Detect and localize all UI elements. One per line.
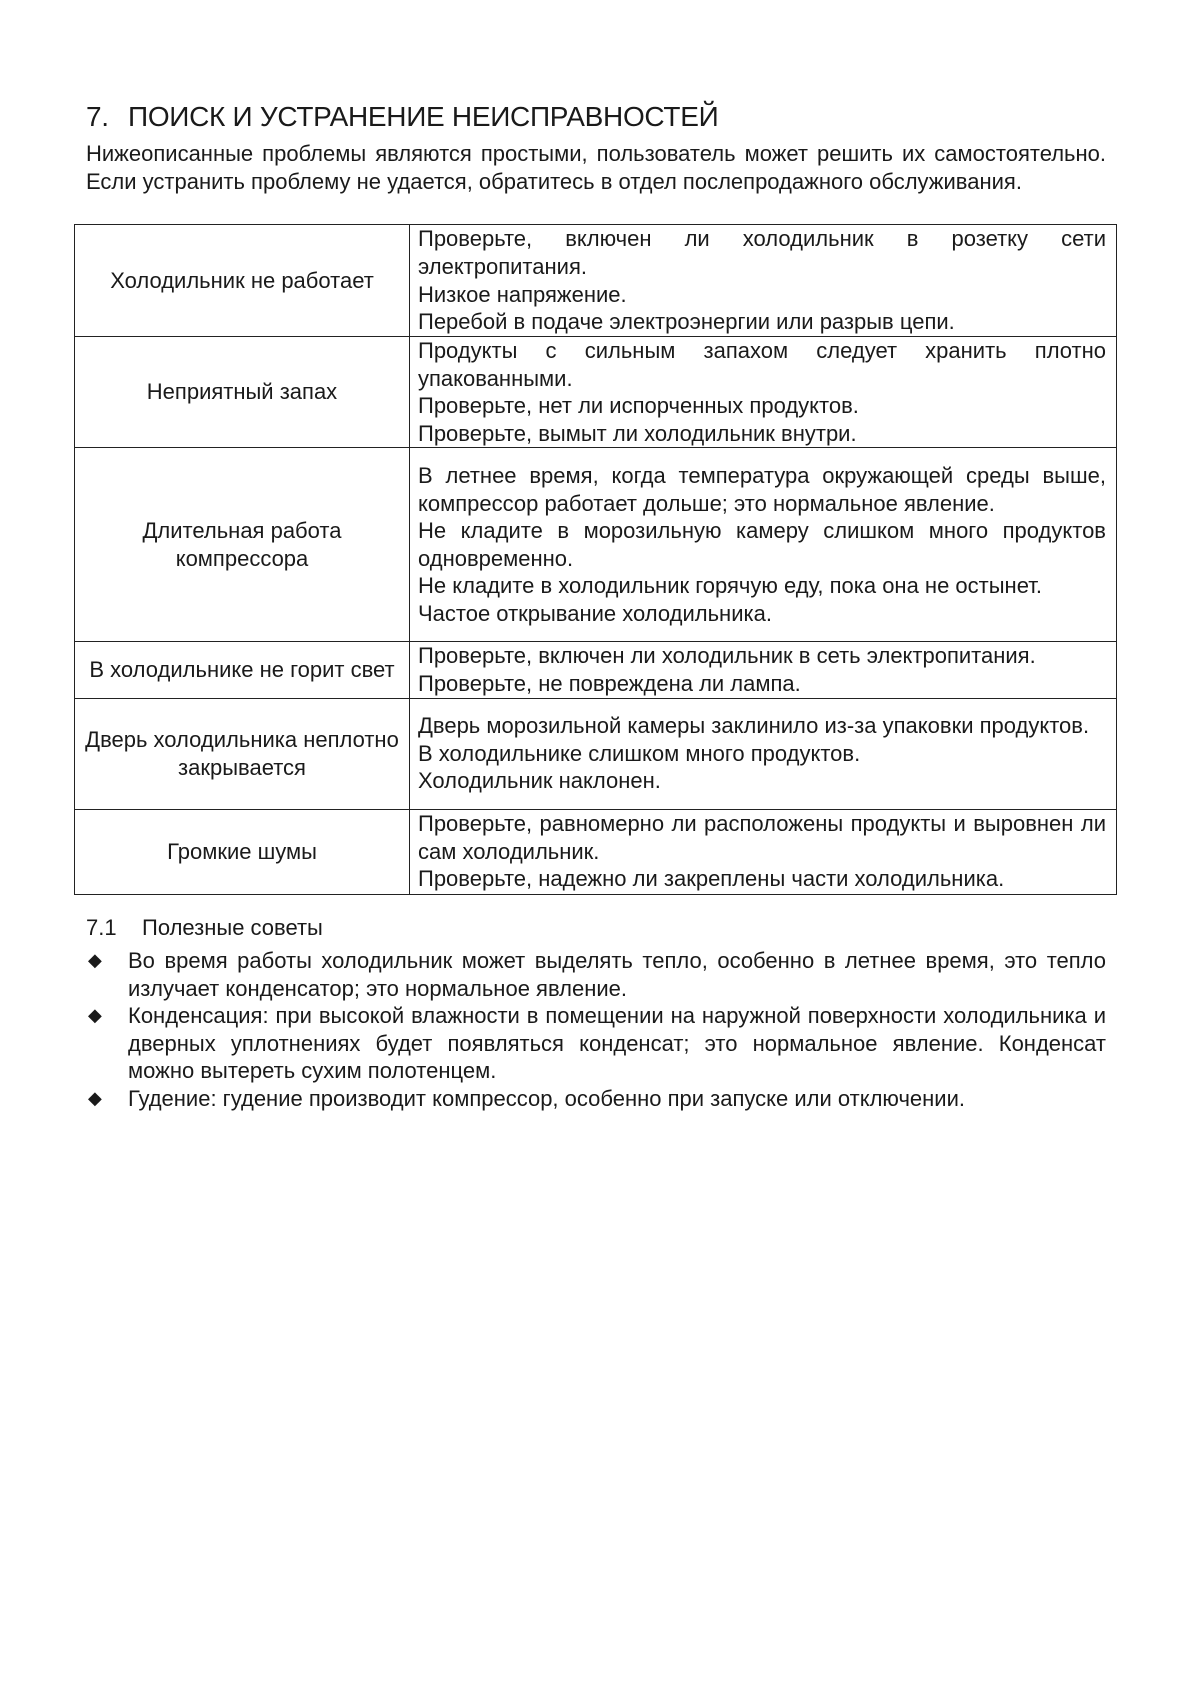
- list-item: [86, 1085, 1106, 1113]
- solution-cell: [410, 337, 1117, 448]
- diamond-bullet-icon: ◆: [88, 1005, 102, 1026]
- problem-cell: Неприятный запах: [75, 337, 410, 448]
- diamond-bullet-icon: ◆: [88, 1087, 102, 1108]
- solution-line: Проверьте, включен ли холодильник в розетку сети электропитания.: [418, 226, 1106, 279]
- solution-line: Продукты с сильным запахом следует хранить плотно упакованными.: [418, 338, 1106, 391]
- solution-line: Проверьте, нет ли испорченных продуктов.: [418, 393, 859, 419]
- subsection-heading: [86, 914, 323, 942]
- problem-cell: Длительная работа компрессора: [75, 448, 410, 642]
- tip-text: Во время работы холодильник может выделять тепло, особенно в летнее время, это тепло излучает конденсатор; это нормальное явление.: [128, 948, 1106, 1001]
- solution-line: Не кладите в морозильную камеру слишком много продуктов одновременно.: [418, 518, 1106, 571]
- solution-line: Проверьте, включен ли холодильник в сеть электропитания.: [418, 643, 1036, 669]
- solution-line: Низкое напряжение.: [418, 281, 627, 307]
- subsection-number: 7.1: [86, 915, 117, 940]
- list-item: [86, 1002, 1106, 1085]
- solution-line: Проверьте, вымыт ли холодильник внутри.: [418, 420, 857, 446]
- solution-line: Проверьте, не повреждена ли лампа.: [418, 670, 801, 696]
- problem-cell: В холодильнике не горит свет: [75, 642, 410, 698]
- table-row: [75, 225, 1117, 337]
- intro-paragraph: Нижеописанные проблемы являются простыми, пользователь может решить их самостоятельно. Если устранить проблему не удается, обратитесь в отдел послепродажного обслуживания.: [86, 141, 1106, 194]
- section-heading: [86, 100, 718, 134]
- solution-line: В летнее время, когда температура окружающей среды выше, компрессор работает дольше; это нормальное явление.: [418, 463, 1106, 516]
- problem-cell: Дверь холодильника неплотно закрывается: [75, 698, 410, 809]
- solution-line: Проверьте, равномерно ли расположены продукты и выровнен ли сам холодильник.: [418, 811, 1106, 864]
- solution-line: В холодильнике слишком много продуктов.: [418, 740, 861, 766]
- section-number: 7.: [86, 101, 109, 132]
- problem-cell: Громкие шумы: [75, 809, 410, 894]
- solution-line: Холодильник наклонен.: [418, 768, 661, 794]
- tip-text: Гудение: гудение производит компрессор, особенно при запуске или отключении.: [128, 1085, 965, 1111]
- solution-line: Не кладите в холодильник горячую еду, пока она не остынет.: [418, 573, 1042, 599]
- solution-line: Дверь морозильной камеры заклинило из-за упаковки продуктов.: [418, 713, 1090, 739]
- solution-line: Проверьте, надежно ли закреплены части холодильника.: [418, 866, 1005, 892]
- table-row: [75, 642, 1117, 698]
- subsection-title: Полезные советы: [142, 915, 323, 940]
- troubleshooting-table: [74, 224, 1117, 895]
- table-row: [75, 698, 1117, 809]
- list-item: [86, 947, 1106, 1002]
- table-row: [75, 337, 1117, 448]
- table-row: [75, 809, 1117, 894]
- solution-cell: [410, 809, 1117, 894]
- tips-list: [86, 947, 1106, 1113]
- solution-line: Частое открывание холодильника.: [418, 601, 772, 627]
- solution-cell: [410, 225, 1117, 337]
- problem-cell: Холодильник не работает: [75, 225, 410, 337]
- section-title: ПОИСК И УСТРАНЕНИЕ НЕИСПРАВНОСТЕЙ: [128, 101, 719, 132]
- table-row: [75, 448, 1117, 642]
- solution-line: Перебой в подаче электроэнергии или разрыв цепи.: [418, 309, 955, 335]
- solution-cell: [410, 698, 1117, 809]
- solution-cell: [410, 448, 1117, 642]
- solution-cell: [410, 642, 1117, 698]
- tip-text: Конденсация: при высокой влажности в помещении на наружной поверхности холодильника и дверных уплотнениях будет появляться конденсат; это нормальное явление. Конденсат можно вытереть сухим полотенцем.: [128, 1003, 1106, 1084]
- diamond-bullet-icon: ◆: [88, 950, 102, 970]
